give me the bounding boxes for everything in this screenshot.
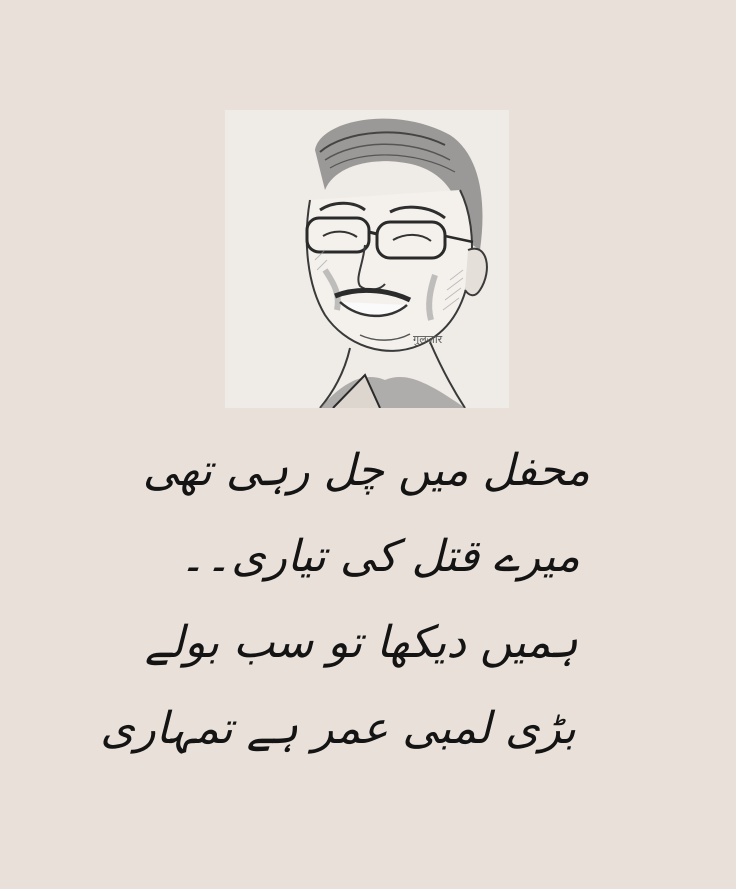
poem-line-2: میرے قتل کی تیاری۔۔ <box>179 531 580 582</box>
portrait-sketch <box>225 110 509 408</box>
portrait-drawing <box>225 110 509 408</box>
poem-line-4: بڑی لمبی عمر ہے تمہاری <box>100 703 576 754</box>
signature: गुलज़ार <box>413 333 443 346</box>
poem-line-1: محفل میں چل رہی تھی <box>142 445 590 496</box>
poem <box>100 428 590 772</box>
poem-line-3: ہمیں دیکھا تو سب بولے <box>145 617 578 668</box>
